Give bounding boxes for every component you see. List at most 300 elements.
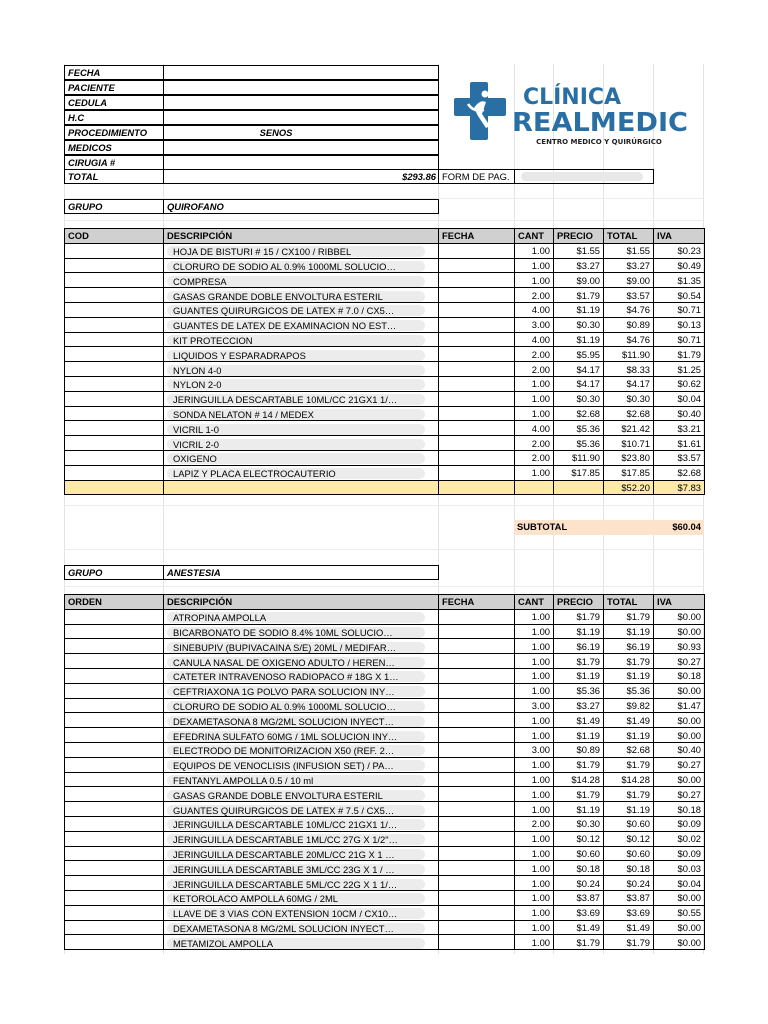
sum-row: [65, 480, 705, 495]
code-cell[interactable]: [65, 846, 164, 861]
sum-empty-cell: [439, 480, 515, 495]
description-dropdown[interactable]: LAPIZ Y PLACA ELECTROCAUTERIO: [167, 468, 425, 479]
table-row[interactable]: [65, 302, 705, 317]
price-cell: $1.19: [554, 332, 604, 347]
description-dropdown[interactable]: CEFTRIAXONA 1G POLVO PARA SOLUCION INY…: [167, 686, 425, 697]
date-cell[interactable]: [439, 624, 515, 639]
code-cell[interactable]: [65, 876, 164, 891]
description-cell[interactable]: [164, 273, 439, 288]
price-cell: $3.87: [554, 890, 604, 905]
description-dropdown[interactable]: JERINGUILLA DESCARTABLE 1ML/CC 27G X 1/2"…: [167, 834, 425, 845]
table-row[interactable]: [65, 288, 705, 303]
table-row[interactable]: [65, 243, 705, 258]
description-dropdown[interactable]: NYLON 4-0: [167, 365, 425, 376]
code-cell[interactable]: [65, 421, 164, 436]
date-cell[interactable]: [439, 905, 515, 920]
table-row[interactable]: [65, 935, 705, 950]
date-cell[interactable]: [439, 861, 515, 876]
table-row[interactable]: [65, 347, 705, 362]
iva-cell: $0.03: [654, 861, 705, 876]
code-cell[interactable]: [65, 624, 164, 639]
table-row[interactable]: [65, 890, 705, 905]
price-cell: $0.30: [554, 816, 604, 831]
code-cell[interactable]: [65, 861, 164, 876]
description-dropdown[interactable]: JERINGUILLA DESCARTABLE 10ML/CC 21GX1 1/…: [167, 819, 425, 830]
table-row[interactable]: [65, 654, 705, 669]
price-cell: $1.19: [554, 728, 604, 743]
procedimiento-value[interactable]: SENOS: [163, 125, 439, 140]
iva-cell: $1.25: [654, 362, 705, 377]
date-cell[interactable]: [439, 391, 515, 406]
description-cell[interactable]: [164, 639, 439, 654]
code-cell[interactable]: [65, 273, 164, 288]
total-cell: $2.68: [604, 742, 654, 757]
quantity-cell[interactable]: 1.00: [515, 935, 554, 950]
code-cell[interactable]: [65, 450, 164, 465]
quantity-cell[interactable]: 4.00: [515, 421, 554, 436]
quantity-cell[interactable]: 1.00: [515, 624, 554, 639]
code-cell[interactable]: [65, 742, 164, 757]
description-dropdown[interactable]: GUANTES DE LATEX DE EXAMINACION NO EST…: [167, 320, 425, 331]
price-cell: $1.49: [554, 920, 604, 935]
description-cell[interactable]: [164, 816, 439, 831]
date-cell[interactable]: [439, 258, 515, 273]
price-cell: $0.12: [554, 831, 604, 846]
description-cell[interactable]: [164, 391, 439, 406]
quantity-cell[interactable]: 1.00: [515, 772, 554, 787]
description-cell[interactable]: [164, 436, 439, 451]
total-cell: $1.79: [604, 935, 654, 950]
description-dropdown[interactable]: JERINGUILLA DESCARTABLE 5ML/CC 22G X 1 1/…: [167, 879, 425, 890]
table-row[interactable]: [65, 905, 705, 920]
description-cell[interactable]: [164, 802, 439, 817]
total-cell: $0.60: [604, 816, 654, 831]
date-cell[interactable]: [439, 609, 515, 624]
description-cell[interactable]: [164, 890, 439, 905]
table-row[interactable]: [65, 772, 705, 787]
description-dropdown[interactable]: HOJA DE BISTURI # 15 / CX100 / RIBBEL: [167, 246, 425, 257]
description-cell[interactable]: [164, 772, 439, 787]
description-dropdown[interactable]: GUANTES QUIRURGICOS DE LATEX # 7.5 / CX5…: [167, 805, 425, 816]
description-cell[interactable]: [164, 683, 439, 698]
price-cell: $1.49: [554, 713, 604, 728]
description-cell[interactable]: [164, 302, 439, 317]
code-cell[interactable]: [65, 391, 164, 406]
group1-name: QUIROFANO: [163, 199, 439, 214]
code-cell[interactable]: [65, 332, 164, 347]
grid-line: [64, 505, 704, 506]
quantity-cell[interactable]: 2.00: [515, 362, 554, 377]
description-dropdown[interactable]: SONDA NELATON # 14 / MEDEX: [167, 409, 425, 420]
date-cell[interactable]: [439, 802, 515, 817]
quantity-cell[interactable]: 1.00: [515, 668, 554, 683]
table-row[interactable]: [65, 450, 705, 465]
table-row[interactable]: [65, 846, 705, 861]
table-row[interactable]: [65, 465, 705, 480]
date-cell[interactable]: [439, 920, 515, 935]
description-cell[interactable]: [164, 450, 439, 465]
quantity-cell[interactable]: 2.00: [515, 816, 554, 831]
description-cell[interactable]: [164, 332, 439, 347]
table-row[interactable]: [65, 728, 705, 743]
description-cell[interactable]: [164, 376, 439, 391]
code-cell[interactable]: [65, 935, 164, 950]
table-row[interactable]: [65, 802, 705, 817]
code-cell[interactable]: [65, 436, 164, 451]
code-cell[interactable]: [65, 465, 164, 480]
date-cell[interactable]: [439, 465, 515, 480]
code-cell[interactable]: [65, 243, 164, 258]
quantity-cell[interactable]: 1.00: [515, 243, 554, 258]
date-cell[interactable]: [439, 347, 515, 362]
price-cell: $0.30: [554, 391, 604, 406]
quantity-cell[interactable]: 1.00: [515, 406, 554, 421]
description-cell[interactable]: [164, 654, 439, 669]
quantity-cell[interactable]: 1.00: [515, 905, 554, 920]
code-cell[interactable]: [65, 376, 164, 391]
grid-line: [64, 586, 704, 587]
quantity-cell[interactable]: 3.00: [515, 698, 554, 713]
quantity-cell[interactable]: 1.00: [515, 890, 554, 905]
price-cell: $1.79: [554, 757, 604, 772]
code-cell[interactable]: [65, 920, 164, 935]
description-cell[interactable]: [164, 935, 439, 950]
code-cell[interactable]: [65, 713, 164, 728]
description-dropdown[interactable]: VICRIL 2-0: [167, 439, 425, 450]
iva-cell: $0.40: [654, 406, 705, 421]
quantity-cell[interactable]: 1.00: [515, 757, 554, 772]
cedula-value[interactable]: [163, 95, 439, 110]
table-header-row: [65, 229, 705, 244]
description-dropdown[interactable]: CATETER INTRAVENOSO RADIOPACO # 18G X 1…: [167, 671, 425, 682]
iva-cell: $0.27: [654, 654, 705, 669]
date-cell[interactable]: [439, 772, 515, 787]
quantity-cell[interactable]: 1.00: [515, 273, 554, 288]
description-cell[interactable]: [164, 698, 439, 713]
date-cell[interactable]: [439, 757, 515, 772]
date-cell[interactable]: [439, 376, 515, 391]
date-cell[interactable]: [439, 302, 515, 317]
price-cell: $1.19: [554, 668, 604, 683]
description-dropdown[interactable]: EFEDRINA SULFATO 60MG / 1ML SOLUCION INY…: [167, 731, 425, 742]
description-dropdown[interactable]: ELECTRODO DE MONITORIZACION X50 (REF. 2…: [167, 745, 425, 756]
price-cell: $9.00: [554, 273, 604, 288]
total-cell: $1.19: [604, 668, 654, 683]
description-dropdown[interactable]: COMPRESA: [167, 276, 425, 287]
code-cell[interactable]: [65, 757, 164, 772]
date-cell[interactable]: [439, 846, 515, 861]
iva-cell: $1.35: [654, 273, 705, 288]
description-cell[interactable]: [164, 243, 439, 258]
description-cell[interactable]: [164, 713, 439, 728]
description-cell[interactable]: [164, 609, 439, 624]
date-cell[interactable]: [439, 639, 515, 654]
iva-cell: $3.21: [654, 421, 705, 436]
total-cell: $3.87: [604, 890, 654, 905]
price-cell: $1.79: [554, 609, 604, 624]
code-cell[interactable]: [65, 772, 164, 787]
description-cell[interactable]: [164, 876, 439, 891]
date-cell[interactable]: [439, 243, 515, 258]
table-row[interactable]: [65, 831, 705, 846]
date-cell[interactable]: [439, 728, 515, 743]
total-cell: $1.49: [604, 920, 654, 935]
col-header: TOTAL: [604, 595, 654, 610]
price-cell: $0.30: [554, 317, 604, 332]
sum-empty-cell: [164, 480, 439, 495]
description-dropdown[interactable]: DEXAMETASONA 8 MG/2ML SOLUCION INYECT…: [167, 716, 425, 727]
code-cell[interactable]: [65, 639, 164, 654]
grid-line: [64, 549, 704, 550]
quantity-cell[interactable]: 2.00: [515, 288, 554, 303]
table-row[interactable]: [65, 683, 705, 698]
description-cell[interactable]: [164, 668, 439, 683]
description-dropdown[interactable]: BICARBONATO DE SODIO 8.4% 10ML SOLUCIO…: [167, 627, 425, 638]
date-cell[interactable]: [439, 890, 515, 905]
description-dropdown[interactable]: KIT PROTECCION: [167, 335, 425, 346]
total-cell: $3.27: [604, 258, 654, 273]
date-cell[interactable]: [439, 698, 515, 713]
date-cell[interactable]: [439, 831, 515, 846]
code-cell[interactable]: [65, 831, 164, 846]
quantity-cell[interactable]: 1.00: [515, 728, 554, 743]
quantity-cell[interactable]: 4.00: [515, 302, 554, 317]
description-cell[interactable]: [164, 347, 439, 362]
code-cell[interactable]: [65, 683, 164, 698]
code-cell[interactable]: [65, 787, 164, 802]
col-header: PRECIO: [554, 595, 604, 610]
code-cell[interactable]: [65, 802, 164, 817]
date-cell[interactable]: [439, 332, 515, 347]
date-cell[interactable]: [439, 668, 515, 683]
date-cell[interactable]: [439, 273, 515, 288]
fecha-value[interactable]: [163, 65, 439, 80]
code-cell[interactable]: [65, 668, 164, 683]
table-row[interactable]: [65, 920, 705, 935]
code-cell[interactable]: [65, 347, 164, 362]
table-row[interactable]: [65, 876, 705, 891]
table-row[interactable]: [65, 421, 705, 436]
description-dropdown[interactable]: JERINGUILLA DESCARTABLE 3ML/CC 23G X 1 / …: [167, 864, 425, 875]
table-row[interactable]: [65, 332, 705, 347]
table-row[interactable]: [65, 362, 705, 377]
description-dropdown[interactable]: CANULA NASAL DE OXIGENO ADULTO / HEREN…: [167, 657, 425, 668]
date-cell[interactable]: [439, 288, 515, 303]
cirugia-label: CIRUGIA #: [64, 155, 164, 170]
clinic-logo: [452, 80, 692, 146]
description-dropdown[interactable]: EQUIPOS DE VENOCLISIS (INFUSION SET) / PA…: [167, 760, 425, 771]
form-pago-dropdown[interactable]: [521, 172, 643, 181]
date-cell[interactable]: [439, 362, 515, 377]
total-cell: $1.19: [604, 624, 654, 639]
quantity-cell[interactable]: 3.00: [515, 742, 554, 757]
table-row[interactable]: [65, 317, 705, 332]
description-cell[interactable]: [164, 728, 439, 743]
date-cell[interactable]: [439, 421, 515, 436]
description-cell[interactable]: [164, 317, 439, 332]
code-cell[interactable]: [65, 362, 164, 377]
cirugia-value[interactable]: [163, 155, 439, 170]
description-cell[interactable]: [164, 406, 439, 421]
quantity-cell[interactable]: 1.00: [515, 391, 554, 406]
table-row[interactable]: [65, 757, 705, 772]
date-cell[interactable]: [439, 713, 515, 728]
code-cell[interactable]: [65, 698, 164, 713]
description-cell[interactable]: [164, 846, 439, 861]
date-cell[interactable]: [439, 742, 515, 757]
quantity-cell[interactable]: 1.00: [515, 713, 554, 728]
table-row[interactable]: [65, 698, 705, 713]
date-cell[interactable]: [439, 406, 515, 421]
description-dropdown[interactable]: GUANTES QUIRURGICOS DE LATEX # 7.0 / CX5…: [167, 305, 425, 316]
date-cell[interactable]: [439, 683, 515, 698]
iva-cell: $0.00: [654, 935, 705, 950]
description-cell[interactable]: [164, 258, 439, 273]
quantity-cell[interactable]: 1.00: [515, 920, 554, 935]
code-cell[interactable]: [65, 728, 164, 743]
description-dropdown[interactable]: ATROPINA AMPOLLA: [167, 612, 425, 623]
code-cell[interactable]: [65, 890, 164, 905]
iva-cell: $1.61: [654, 436, 705, 451]
form-pago-field[interactable]: [514, 169, 654, 184]
iva-cell: $2.68: [654, 465, 705, 480]
table-row[interactable]: [65, 816, 705, 831]
description-dropdown[interactable]: JERINGUILLA DESCARTABLE 10ML/CC 21GX1 1/…: [167, 394, 425, 405]
description-cell[interactable]: [164, 920, 439, 935]
quantity-cell[interactable]: 1.00: [515, 609, 554, 624]
description-dropdown[interactable]: KETOROLACO AMPOLLA 60MG / 2ML: [167, 893, 425, 904]
total-label: TOTAL: [64, 169, 164, 184]
table-row[interactable]: [65, 436, 705, 451]
description-cell[interactable]: [164, 288, 439, 303]
quantity-cell[interactable]: 1.00: [515, 876, 554, 891]
iva-cell: $3.57: [654, 450, 705, 465]
description-cell[interactable]: [164, 465, 439, 480]
code-cell[interactable]: [65, 317, 164, 332]
code-cell[interactable]: [65, 302, 164, 317]
code-cell[interactable]: [65, 654, 164, 669]
description-dropdown[interactable]: CLORURO DE SODIO AL 0.9% 1000ML SOLUCIO…: [167, 701, 425, 712]
quantity-cell[interactable]: 1.00: [515, 639, 554, 654]
date-cell[interactable]: [439, 436, 515, 451]
date-cell[interactable]: [439, 816, 515, 831]
date-cell[interactable]: [439, 450, 515, 465]
code-cell[interactable]: [65, 816, 164, 831]
code-cell[interactable]: [65, 288, 164, 303]
table-row[interactable]: [65, 273, 705, 288]
description-dropdown[interactable]: LLAVE DE 3 VIAS CON EXTENSION 10CM / CX10…: [167, 908, 425, 919]
table-row[interactable]: [65, 742, 705, 757]
table-row[interactable]: [65, 624, 705, 639]
quantity-cell[interactable]: 1.00: [515, 846, 554, 861]
col-header: DESCRIPCIÓN: [164, 595, 439, 610]
description-dropdown[interactable]: GASAS GRANDE DOBLE ENVOLTURA ESTERIL: [167, 291, 425, 302]
col-header: IVA: [654, 595, 705, 610]
hc-value[interactable]: [163, 110, 439, 125]
table-row[interactable]: [65, 639, 705, 654]
date-cell[interactable]: [439, 787, 515, 802]
description-cell[interactable]: [164, 624, 439, 639]
code-cell[interactable]: [65, 258, 164, 273]
description-dropdown[interactable]: NYLON 2-0: [167, 379, 425, 390]
iva-cell: $0.13: [654, 317, 705, 332]
paciente-value[interactable]: [163, 80, 439, 95]
description-dropdown[interactable]: JERINGUILLA DESCARTABLE 20ML/CC 21G X 1 …: [167, 849, 425, 860]
table-row[interactable]: [65, 787, 705, 802]
description-dropdown[interactable]: FENTANYL AMPOLLA 0.5 / 10 ml: [167, 775, 425, 786]
quantity-cell[interactable]: 4.00: [515, 332, 554, 347]
total-value: $293.86: [163, 169, 439, 184]
description-dropdown[interactable]: CLORURO DE SODIO AL 0.9% 1000ML SOLUCIO…: [167, 261, 425, 272]
description-dropdown[interactable]: OXIGENO: [167, 453, 425, 464]
description-cell[interactable]: [164, 362, 439, 377]
code-cell[interactable]: [65, 406, 164, 421]
quantity-cell[interactable]: 1.00: [515, 465, 554, 480]
table-row[interactable]: [65, 406, 705, 421]
date-cell[interactable]: [439, 654, 515, 669]
iva-cell: $0.00: [654, 624, 705, 639]
date-cell[interactable]: [439, 876, 515, 891]
quantity-cell[interactable]: 3.00: [515, 317, 554, 332]
subtotal-label: SUBTOTAL: [514, 520, 604, 535]
table-row[interactable]: [65, 861, 705, 876]
iva-cell: $0.18: [654, 668, 705, 683]
quantity-cell[interactable]: 1.00: [515, 787, 554, 802]
group2-label: GRUPO: [64, 565, 164, 580]
total-cell: $5.36: [604, 683, 654, 698]
table-row[interactable]: [65, 258, 705, 273]
description-cell[interactable]: [164, 831, 439, 846]
quantity-cell[interactable]: 1.00: [515, 683, 554, 698]
quantity-cell[interactable]: 1.00: [515, 654, 554, 669]
table-row[interactable]: [65, 391, 705, 406]
description-cell[interactable]: [164, 905, 439, 920]
date-cell[interactable]: [439, 935, 515, 950]
quantity-cell[interactable]: 2.00: [515, 436, 554, 451]
table-row[interactable]: [65, 713, 705, 728]
iva-cell: $1.79: [654, 347, 705, 362]
date-cell[interactable]: [439, 317, 515, 332]
total-cell: $6.19: [604, 639, 654, 654]
iva-cell: $0.18: [654, 802, 705, 817]
description-cell[interactable]: [164, 742, 439, 757]
quantity-cell[interactable]: 1.00: [515, 831, 554, 846]
quantity-cell[interactable]: 1.00: [515, 258, 554, 273]
description-dropdown[interactable]: LIQUIDOS Y ESPARADRAPOS: [167, 350, 425, 361]
description-cell[interactable]: [164, 787, 439, 802]
description-dropdown[interactable]: GASAS GRANDE DOBLE ENVOLTURA ESTERIL: [167, 790, 425, 801]
quantity-cell[interactable]: 1.00: [515, 861, 554, 876]
table-row[interactable]: [65, 668, 705, 683]
description-dropdown[interactable]: DEXAMETASONA 8 MG/2ML SOLUCION INYECT…: [167, 923, 425, 934]
description-cell[interactable]: [164, 861, 439, 876]
description-dropdown[interactable]: METAMIZOL AMPOLLA: [167, 938, 425, 949]
description-cell[interactable]: [164, 421, 439, 436]
quantity-cell[interactable]: 1.00: [515, 376, 554, 391]
description-dropdown[interactable]: VICRIL 1-0: [167, 424, 425, 435]
table-row[interactable]: [65, 609, 705, 624]
table-row[interactable]: [65, 376, 705, 391]
quantity-cell[interactable]: 2.00: [515, 450, 554, 465]
description-cell[interactable]: [164, 757, 439, 772]
description-dropdown[interactable]: SINEBUPIV (BUPIVACAINA S/E) 20ML / MEDIFAR…: [167, 642, 425, 653]
price-cell: $2.68: [554, 406, 604, 421]
code-cell[interactable]: [65, 905, 164, 920]
medicos-value[interactable]: [163, 140, 439, 155]
code-cell[interactable]: [65, 609, 164, 624]
quantity-cell[interactable]: 2.00: [515, 347, 554, 362]
quantity-cell[interactable]: 1.00: [515, 802, 554, 817]
